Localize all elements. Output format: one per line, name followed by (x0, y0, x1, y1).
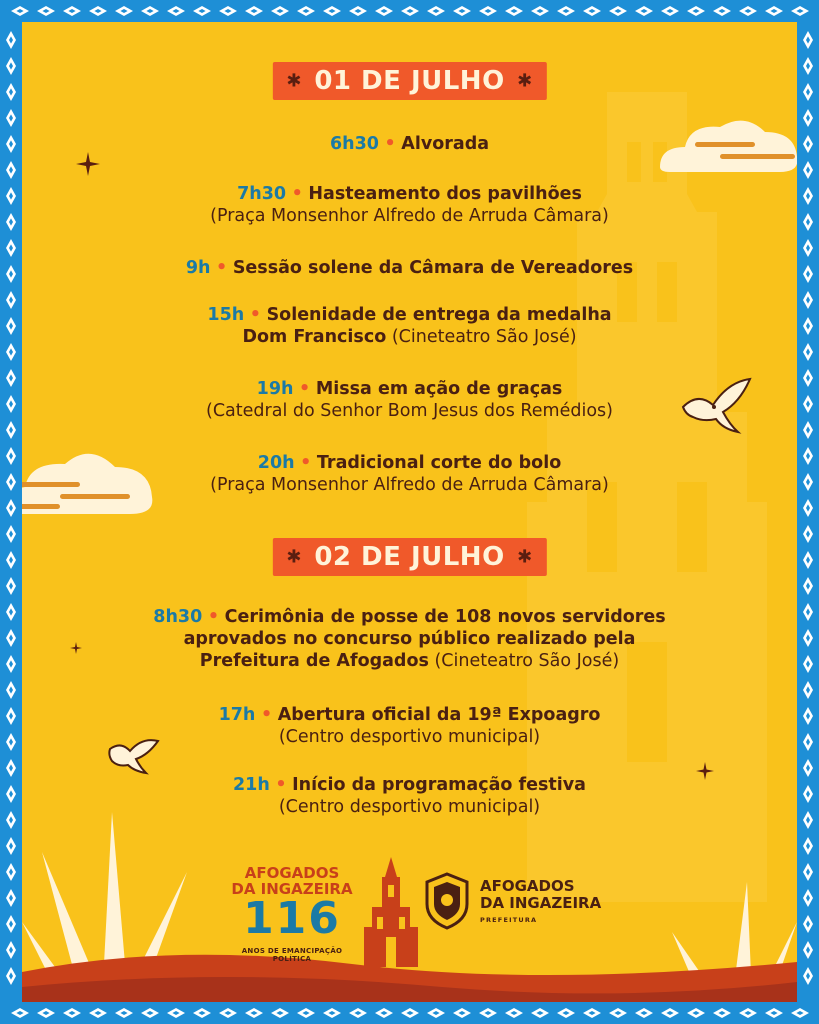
star-icon: ✱ (517, 70, 533, 92)
event-title: Alvorada (401, 134, 490, 154)
border-diamond (89, 1008, 107, 1018)
border-diamond (803, 967, 813, 985)
bullet-dot-icon: • (299, 379, 311, 399)
border-diamond (193, 6, 211, 16)
border-diamond (6, 57, 16, 75)
event-location: (Praça Monsenhor Alfredo de Arruda Câmara) (210, 206, 609, 226)
border-diamond (11, 1008, 29, 1018)
border-diamond (803, 187, 813, 205)
border-diamond (6, 265, 16, 283)
border-diamond (6, 213, 16, 231)
border-diamond (453, 1008, 471, 1018)
event-time: 15h (207, 305, 245, 325)
border-diamond (803, 473, 813, 491)
border-diamond (803, 603, 813, 621)
logo-city-line-2: DA INGAZEIRA (231, 880, 353, 898)
border-diamond (803, 915, 813, 933)
event-title: Solenidade de entrega da medalha (266, 305, 612, 325)
border-diamond (803, 733, 813, 751)
border-diamond (427, 6, 445, 16)
section-heading-july-1: ✱ 01 DE JULHO ✱ (272, 62, 546, 100)
border-diamond (6, 915, 16, 933)
border-diamond (63, 1008, 81, 1018)
border-diamond (635, 6, 653, 16)
anniversary-number: 116 (243, 893, 341, 944)
border-diamond (219, 6, 237, 16)
border-diamond (479, 6, 497, 16)
border-diamond (557, 6, 575, 16)
border-diamond (803, 941, 813, 959)
border-diamond (803, 395, 813, 413)
border-diamond (6, 889, 16, 907)
border-diamond (803, 499, 813, 517)
border-diamond (803, 369, 813, 387)
border-diamond (803, 837, 813, 855)
event-item (22, 257, 797, 279)
bullet-dot-icon: • (275, 775, 287, 795)
border-diamond (375, 1008, 393, 1018)
border-diamond (803, 291, 813, 309)
event-title-line-3: Prefeitura de Afogados (199, 651, 429, 671)
logo-prefeitura-label: PREFEITURA (480, 916, 538, 924)
church-logo-icon (362, 857, 420, 967)
border-diamond (803, 57, 813, 75)
border-diamond (531, 1008, 549, 1018)
border-diamond (803, 707, 813, 725)
event-location: (Cineteatro São José) (391, 327, 577, 347)
border-diamond (583, 6, 601, 16)
event-title: Sessão solene da Câmara de Vereadores (232, 258, 634, 278)
border-diamond (803, 655, 813, 673)
border-diamond (803, 525, 813, 543)
star-icon: ✱ (517, 546, 533, 568)
border-diamond (505, 6, 523, 16)
border-diamond (219, 1008, 237, 1018)
event-title: Cerimônia de posse de 108 novos servidores (224, 607, 666, 627)
border-diamond (803, 239, 813, 257)
border-diamond (63, 6, 81, 16)
border-diamond (6, 291, 16, 309)
border-diamond (803, 161, 813, 179)
border-diamond (803, 109, 813, 127)
event-location: (Catedral do Senhor Bom Jesus dos Remédios) (206, 401, 613, 421)
border-diamond (6, 811, 16, 829)
event-time: 8h30 (153, 607, 203, 627)
event-title-line-2: Dom Francisco (242, 327, 387, 347)
event-location: (Centro desportivo municipal) (278, 797, 541, 817)
border-diamond (401, 1008, 419, 1018)
border-diamond (323, 6, 341, 16)
border-diamond (297, 6, 315, 16)
event-location: (Cineteatro São José) (434, 651, 620, 671)
border-diamond (6, 83, 16, 101)
event-time: 19h (256, 379, 294, 399)
border-diamond (803, 135, 813, 153)
border-diamond (89, 6, 107, 16)
border-diamond (6, 473, 16, 491)
border-diamond (803, 785, 813, 803)
border-diamond (687, 1008, 705, 1018)
logo-city-line-1: AFOGADOS (480, 877, 575, 895)
border-diamond (6, 31, 16, 49)
border-diamond (479, 1008, 497, 1018)
event-time: 20h (257, 453, 295, 473)
border-diamond (167, 1008, 185, 1018)
border-diamond (6, 681, 16, 699)
event-time: 9h (185, 258, 211, 278)
border-diamond (401, 6, 419, 16)
logo-subtitle: ANOS DE EMANCIPAÇÃO POLÍTICA (241, 947, 343, 963)
border-diamond (803, 343, 813, 361)
border-diamond (803, 213, 813, 231)
border-diamond (739, 6, 757, 16)
logo-city-line-2: DA INGAZEIRA (480, 894, 602, 912)
border-diamond (6, 109, 16, 127)
border-diamond (6, 707, 16, 725)
border-diamond (115, 6, 133, 16)
event-item (22, 704, 797, 748)
border-diamond (37, 1008, 55, 1018)
border-diamond (375, 6, 393, 16)
event-title: Abertura oficial da 19ª Expoagro (277, 705, 601, 725)
sparkle-icon (76, 152, 100, 176)
event-time: 17h (218, 705, 256, 725)
border-diamond (803, 317, 813, 335)
border-diamond (6, 499, 16, 517)
border-diamond (803, 447, 813, 465)
border-diamond (765, 6, 783, 16)
event-title: Missa em ação de graças (315, 379, 563, 399)
border-diamond (505, 1008, 523, 1018)
border-diamond (6, 577, 16, 595)
border-diamond (11, 6, 29, 16)
border-diamond (635, 1008, 653, 1018)
border-diamond (6, 395, 16, 413)
border-diamond (803, 265, 813, 283)
border-diamond (6, 785, 16, 803)
border-diamond (6, 239, 16, 257)
border-diamond (141, 6, 159, 16)
border-diamond (6, 655, 16, 673)
border-diamond (6, 941, 16, 959)
border-diamond (6, 837, 16, 855)
event-time: 7h30 (237, 184, 287, 204)
border-diamond (349, 6, 367, 16)
border-diamond (245, 6, 263, 16)
border-diamond (791, 1008, 809, 1018)
section-heading-july-2: ✱ 02 DE JULHO ✱ (272, 538, 546, 576)
event-item (22, 452, 797, 496)
bullet-dot-icon: • (249, 305, 261, 325)
border-diamond (803, 863, 813, 881)
border-diamond (803, 551, 813, 569)
border-diamond (661, 1008, 679, 1018)
border-diamond (713, 6, 731, 16)
border-diamond (6, 317, 16, 335)
event-title: Início da programação festiva (292, 775, 586, 795)
coat-of-arms-icon (422, 872, 472, 930)
bullet-dot-icon: • (260, 705, 273, 725)
border-diamond (6, 343, 16, 361)
star-icon: ✱ (286, 546, 302, 568)
event-item (22, 133, 797, 155)
border-diamond (271, 1008, 289, 1018)
event-item (22, 304, 797, 348)
star-icon: ✱ (286, 70, 302, 92)
prefeitura-logo (422, 872, 622, 942)
anniversary-logo (222, 857, 422, 977)
border-diamond (803, 811, 813, 829)
border-diamond (6, 733, 16, 751)
bullet-dot-icon: • (216, 258, 228, 278)
event-item (22, 606, 797, 672)
border-diamond (739, 1008, 757, 1018)
border-diamond (6, 161, 16, 179)
border-diamond (271, 6, 289, 16)
border-diamond (661, 6, 679, 16)
border-diamond (803, 889, 813, 907)
event-time: 21h (232, 775, 270, 795)
border-diamond (6, 967, 16, 985)
border-diamond (713, 1008, 731, 1018)
border-diamond (323, 1008, 341, 1018)
event-title-line-2: aprovados no concurso público realizado pela (183, 629, 636, 649)
border-diamond (687, 6, 705, 16)
border-diamond (6, 603, 16, 621)
border-diamond (765, 1008, 783, 1018)
border-diamond (609, 1008, 627, 1018)
bullet-dot-icon: • (291, 184, 303, 204)
border-diamond (609, 6, 627, 16)
event-title: Tradicional corte do bolo (316, 453, 562, 473)
border-diamond (6, 187, 16, 205)
border-diamond (6, 447, 16, 465)
border-diamond (803, 759, 813, 777)
event-item (22, 378, 797, 422)
event-location: (Praça Monsenhor Alfredo de Arruda Câmara) (210, 475, 609, 495)
border-diamond (6, 525, 16, 543)
border-diamond (6, 551, 16, 569)
border-diamond (6, 759, 16, 777)
bullet-dot-icon: • (384, 134, 396, 154)
border-diamond (6, 369, 16, 387)
bullet-dot-icon: • (207, 607, 220, 627)
border-diamond (141, 1008, 159, 1018)
border-diamond (297, 1008, 315, 1018)
border-diamond (427, 1008, 445, 1018)
border-diamond (803, 629, 813, 647)
border-diamond (557, 1008, 575, 1018)
border-diamond (6, 863, 16, 881)
border-diamond (453, 6, 471, 16)
border-diamond (791, 6, 809, 16)
border-diamond (6, 629, 16, 647)
event-location: (Centro desportivo municipal) (278, 727, 541, 747)
border-diamond (803, 681, 813, 699)
border-diamond (583, 1008, 601, 1018)
border-diamond (6, 421, 16, 439)
border-diamond (37, 6, 55, 16)
border-diamond (115, 1008, 133, 1018)
border-diamond (167, 6, 185, 16)
border-diamond (803, 421, 813, 439)
bullet-dot-icon: • (300, 453, 312, 473)
border-diamond (193, 1008, 211, 1018)
border-diamond (803, 31, 813, 49)
event-item (22, 183, 797, 227)
border-diamond (803, 577, 813, 595)
border-diamond (531, 6, 549, 16)
border-diamond (6, 135, 16, 153)
border-diamond (803, 83, 813, 101)
border-diamond (245, 1008, 263, 1018)
event-time: 6h30 (329, 134, 379, 154)
border-diamond (349, 1008, 367, 1018)
content-panel (22, 22, 797, 1002)
event-title: Hasteamento dos pavilhões (308, 184, 582, 204)
logo-city-line-1: AFOGADOS (244, 864, 340, 882)
